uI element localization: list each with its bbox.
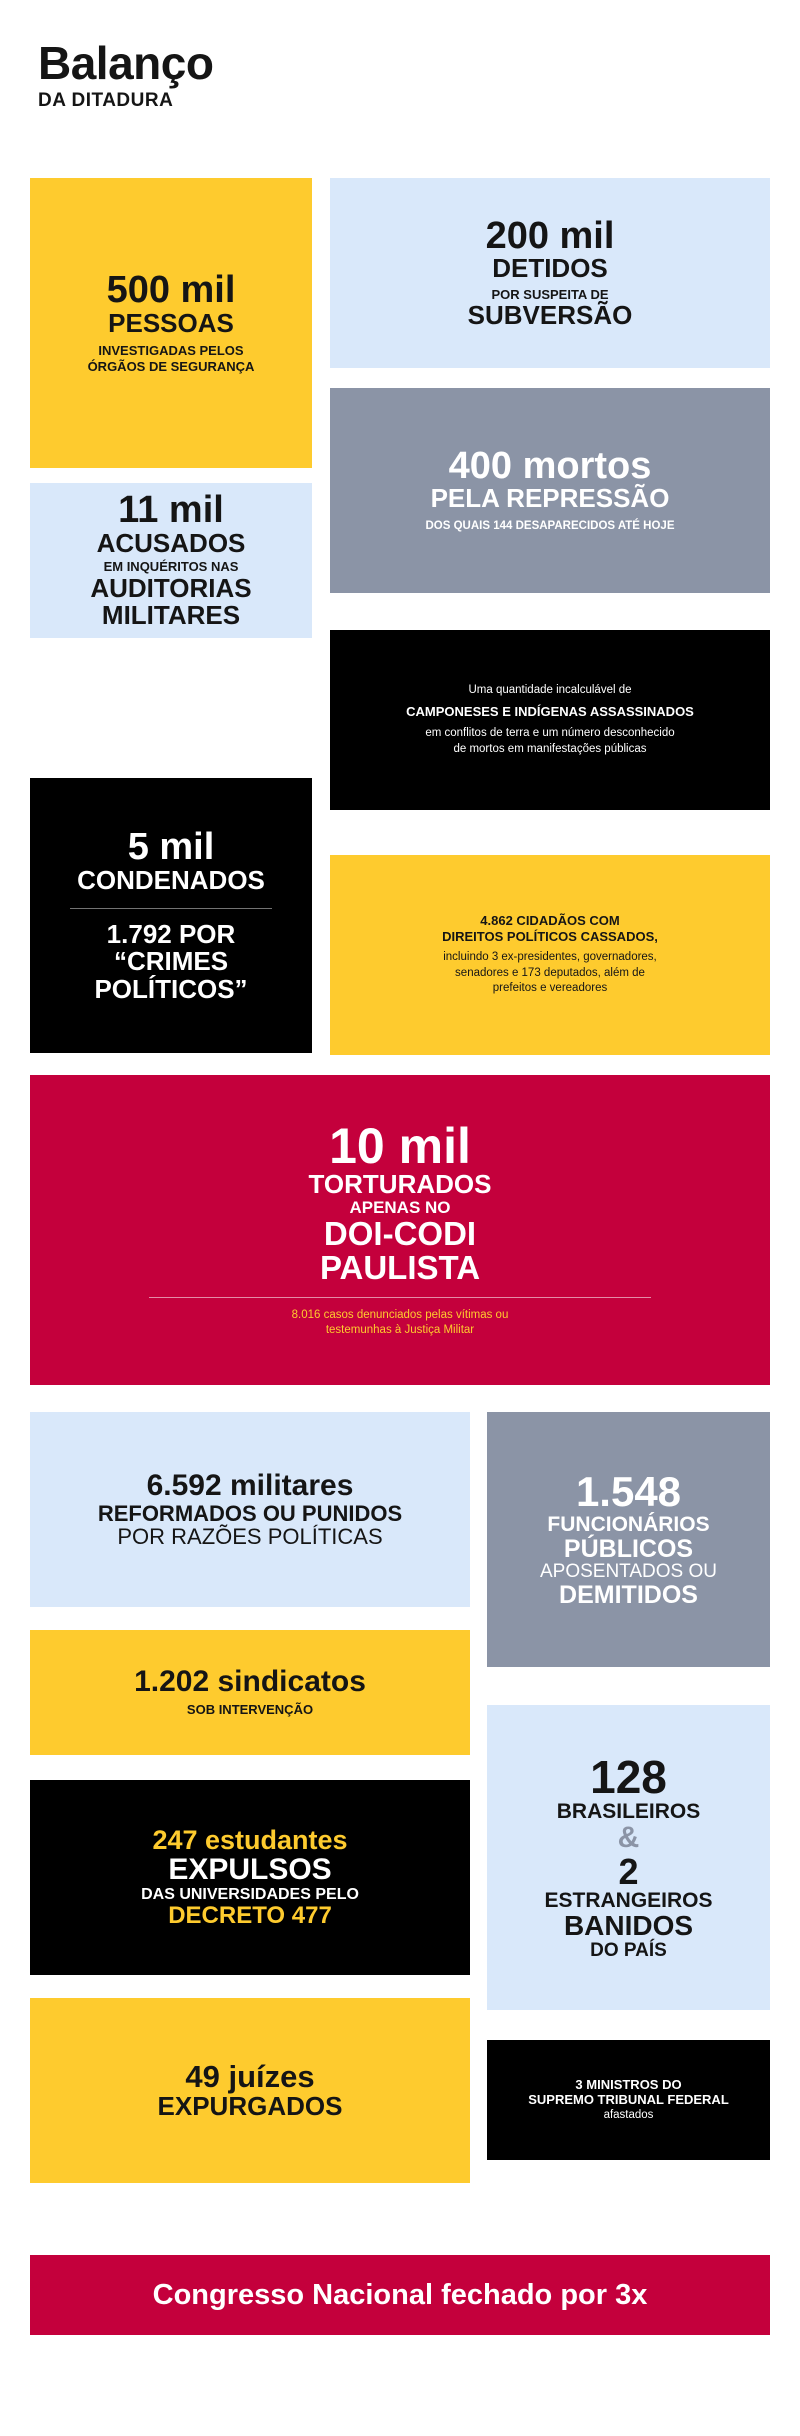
- card-tortured-line4: DOI-CODI: [323, 1215, 477, 1253]
- card-judges: [30, 1998, 470, 2183]
- card-military-line3: POR RAZÕES POLÍTICAS: [117, 1523, 383, 1549]
- card-peasants-line3: em conflitos de terra e um número desconhecido: [425, 727, 675, 740]
- card-accused-line5: MILITARES: [101, 600, 241, 631]
- card-banished-line2: BRASILEIROS: [556, 1800, 701, 1823]
- card-students: [30, 1780, 470, 1975]
- card-convicted: [30, 778, 312, 1053]
- card-publicservants-line4: APOSENTADOS OU: [539, 1560, 717, 1582]
- card-accused-line4: AUDITORIAS: [90, 573, 252, 604]
- card-accused-line2: ACUSADOS: [96, 528, 246, 559]
- card-tortured-note1: 8.016 casos denunciados pelas vítimas ou: [291, 1308, 509, 1321]
- card-detained-line2: DETIDOS: [492, 253, 608, 284]
- card-tortured-divider: [149, 1297, 650, 1298]
- card-unions-line1: 1.202 sindicatos: [134, 1665, 366, 1699]
- card-banished-line3: &: [617, 1821, 640, 1855]
- card-military: [30, 1412, 470, 1607]
- card-publicservants-line5: DEMITIDOS: [559, 1580, 698, 1609]
- card-military-line1: 6.592 militares: [146, 1469, 354, 1503]
- card-tortured: [30, 1075, 770, 1385]
- card-accused: [30, 483, 312, 638]
- card-banished-line6: BANIDOS: [563, 1910, 694, 1942]
- card-rights-line5: prefeitos e vereadores: [492, 982, 608, 995]
- card-banished-line4: 2: [618, 1850, 639, 1892]
- card-students-line4: DECRETO 477: [168, 1901, 332, 1929]
- card-tortured-note2: testemunhas à Justiça Militar: [325, 1324, 475, 1337]
- card-unions: [30, 1630, 470, 1755]
- card-rights-line4: senadores e 173 deputados, além de: [455, 966, 645, 979]
- page-title: Balanço: [38, 37, 214, 89]
- card-peasants-line2: CAMPONESES E INDÍGENAS ASSASSINADOS: [406, 704, 694, 720]
- card-military-line2: REFORMADOS OU PUNIDOS: [97, 1500, 403, 1526]
- card-accused-line3: EM INQUÉRITOS NAS: [103, 559, 239, 575]
- card-publicservants-line2: FUNCIONÁRIOS: [547, 1512, 710, 1536]
- card-convicted-divider: [70, 908, 271, 909]
- card-dead-line2: PELA REPRESSÃO: [430, 483, 670, 514]
- card-ministers-line1: 3 MINISTROS DO: [575, 2076, 682, 2092]
- card-students-line1: 247 estudantes: [152, 1824, 348, 1855]
- card-dead-line1: 400 mortos: [448, 444, 652, 487]
- card-detained-line1: 200 mil: [485, 214, 615, 257]
- card-banished-line5: ESTRANGEIROS: [544, 1889, 713, 1913]
- card-tortured-line1: 10 mil: [329, 1118, 471, 1175]
- card-congress-line1: Congresso Nacional fechado por 3x: [152, 2278, 648, 2311]
- card-convicted-line4: “CRIMES POLÍTICOS”: [94, 946, 248, 1004]
- card-publicservants-line3: PÚBLICOS: [563, 1534, 694, 1563]
- card-tortured-line2: TORTURADOS: [308, 1169, 492, 1200]
- card-rights: [330, 855, 770, 1055]
- card-judges-line1: 49 juízes: [185, 2059, 315, 2095]
- card-convicted-line2: CONDENADOS: [77, 864, 265, 895]
- card-peasants: [330, 630, 770, 810]
- card-publicservants-line1: 1.548: [575, 1467, 682, 1515]
- card-congress: [30, 2255, 770, 2335]
- card-dead-line3: DOS QUAIS 144 DESAPARECIDOS ATÉ HOJE: [425, 519, 675, 532]
- card-peasants-line1: Uma quantidade incalculável de: [468, 683, 632, 696]
- card-students-line3: DAS UNIVERSIDADES PELO: [141, 1885, 359, 1903]
- page-subtitle: DA DITADURA: [38, 90, 174, 111]
- card-banished-line7: DO PAÍS: [590, 1939, 667, 1961]
- card-investigated: [30, 178, 312, 468]
- card-students-line2: EXPULSOS: [168, 1853, 332, 1887]
- card-ministers: [487, 2040, 770, 2160]
- card-peasants-line4: de mortos em manifestações públicas: [453, 742, 647, 755]
- card-detained-line3: POR SUSPEITA DE: [491, 286, 609, 302]
- card-tortured-line3: APENAS NO: [349, 1197, 451, 1217]
- card-ministers-line3: afastados: [603, 2108, 654, 2121]
- card-judges-line2: EXPURGADOS: [157, 2090, 343, 2121]
- card-investigated-line1: 500 mil: [106, 269, 236, 312]
- card-banished: [487, 1705, 770, 2010]
- card-investigated-line4: ÓRGÃOS DE SEGURANÇA: [87, 359, 255, 375]
- card-investigated-line2: PESSOAS: [108, 308, 234, 339]
- card-dead: [330, 388, 770, 593]
- card-convicted-line3: 1.792 POR: [106, 919, 236, 950]
- card-banished-line1: 128: [590, 1751, 667, 1804]
- card-ministers-line2: SUPREMO TRIBUNAL FEDERAL: [528, 2092, 729, 2108]
- card-detained: [330, 178, 770, 368]
- card-rights-line1: 4.862 CIDADÃOS COM: [480, 913, 620, 929]
- card-publicservants: [487, 1412, 770, 1667]
- card-accused-line1: 11 mil: [118, 489, 224, 532]
- card-tortured-line5: PAULISTA: [319, 1248, 481, 1286]
- card-convicted-line1: 5 mil: [127, 826, 215, 869]
- card-investigated-line3: INVESTIGADAS PELOS: [98, 343, 244, 359]
- card-detained-line4: SUBVERSÃO: [467, 300, 633, 331]
- page-header: [38, 37, 438, 112]
- card-rights-line3: incluindo 3 ex-presidentes, governadores,: [443, 951, 657, 964]
- card-unions-line2: SOB INTERVENÇÃO: [186, 1702, 314, 1717]
- card-rights-line2: DIREITOS POLÍTICOS CASSADOS,: [442, 928, 658, 944]
